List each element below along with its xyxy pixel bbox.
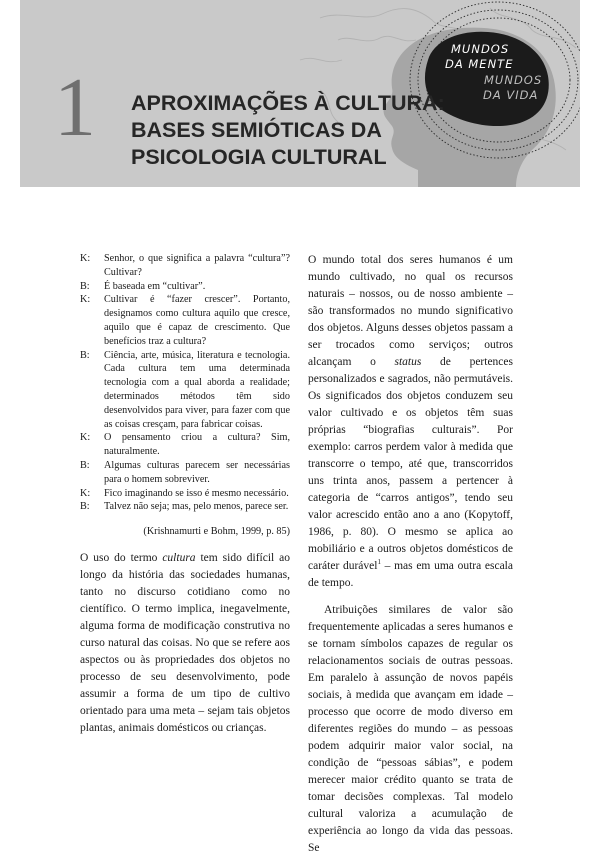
body-paragraph: Atribuições similares de valor são frequentemente aplicadas a seres humanos e se tornam símbolos capazes de regular os relacionamentos sociais de outras pessoas. Em paralelo à assunção de novos papéis sociais, à medida que avançam em idade – processo que ocorre de modo diverso em diferentes regiões do mundo – as pessoas podem adquirir maior valor social, na condição de “pessoas sábias”, e podem merecer maior crédito quanto se trata de tomar decisões complexas. Tal modelo cultural valoriza a acumulação de experiência ao longo da vida das pessoas. Se (308, 604, 513, 854)
utterance: Talvez não seja; mas, pelo menos, parece ser. (104, 501, 289, 513)
chapter-title-line: BASES SEMIÓTICAS DA (131, 118, 382, 142)
utterance: Senhor, o que significa a palavra “cultura”? Cultivar? (104, 253, 290, 278)
speaker-label: B: (80, 280, 90, 292)
chapter-title-line: PSICOLOGIA CULTURAL (131, 145, 387, 169)
badge-outer-bottom: DA VIDA (483, 88, 539, 102)
right-column (308, 252, 513, 857)
utterance: É baseada em “cultivar”. (104, 280, 206, 292)
utterance: O pensamento criou a cultura? Sim, naturalmente. (104, 432, 290, 458)
dialogue-line (80, 459, 290, 487)
badge-outer-top: MUNDOS (484, 73, 543, 87)
dialogue-line (80, 280, 290, 294)
utterance: Fico imaginando se isso é mesmo necessário. (104, 487, 289, 499)
chapter-title-line: APROXIMAÇÕES À CULTURA: (131, 91, 445, 115)
dialogue-line (80, 500, 290, 514)
body-paragraph: O uso do termo cultura tem sido difícil ao longo da história das sociedades humanas, tanto no discurso cotidiano como no científico. O termo implica, inegavelmente, alguma forma de modificação construtiva no curso natural das coisas. No que se refere aos aspectos ou às propriedades dos objetos no processo de seu desenvolvimento, pode assumir a forma de um tipo de cultivo orientado para uma meta – sejam tais objetos plantas, animais domésticos ou crianças. (80, 552, 291, 735)
dialogue-line (80, 252, 290, 280)
utterance: Algumas culturas parecem ser necessárias para o homem sobreviver. (104, 459, 290, 485)
epigraph-dialogue (80, 252, 290, 514)
badge-inner-bottom: DA MENTE (445, 57, 514, 71)
chapter-title (131, 90, 451, 171)
badge-inner-top: MUNDOS (451, 42, 510, 56)
epigraph-citation: (Krishnamurti e Bohm, 1999, p. 85) (143, 526, 290, 538)
speaker-label: K: (80, 294, 91, 306)
utterance: Ciência, arte, música, literatura e tecnologia. Cada cultura tem uma determinada tecnologia com a qual aborda a realidade; determinados métodos têm sido desenvolvidos para viver, para fazer com que as coisas cresçam, para fabricar coisas. (104, 349, 290, 430)
emphasis: status (394, 356, 422, 368)
emphasis: cultura (162, 552, 196, 565)
chapter-number: 1 (54, 61, 96, 154)
speaker-label: K: (80, 432, 91, 444)
chapter-header (20, 0, 580, 187)
dialogue-line (80, 431, 290, 459)
speaker-label: B: (80, 349, 90, 361)
footnote-marker[interactable]: 1 (377, 558, 381, 566)
utterance: Cultivar é “fazer crescer”. Portanto, designamos como cultura aquilo que cresce, aquilo que é capaz de crescimento. Que benefícios traz a cultura? (104, 294, 290, 347)
body-paragraph: O mundo total dos seres humanos é um mundo cultivado, no qual os recursos naturais – nossos, ou de nosso ambiente – são transformados no mundo significativo dos objetos. Alguns desses objetos passam a ser trocados como serviços; outros alcançam o status de pertences personalizados e sagrados, não permutáveis. Os significados dos objetos conduzem seu valor cultivado e os objetos têm suas próprias “biografias culturais”. Por exemplo: carros perdem valor à medida que transcorre o tempo, até que, transcorridos uns trinta anos, passem a pertencer à categoria de “carros antigos”, tendo seu valor acrescido então ano a ano (Kopytoff, 1986, p. 80). O mesmo se aplica ao mobiliário e a outros objetos domésticos de caráter durável$^1$ – mas em uma outra escala de tempo. (308, 254, 513, 589)
speaker-label: K: (80, 487, 91, 499)
speaker-label: B: (80, 459, 90, 471)
dialogue-line (80, 349, 290, 432)
speaker-label: K: (80, 253, 91, 264)
speaker-label: B: (80, 501, 90, 513)
dialogue-line (80, 293, 290, 348)
left-column (80, 252, 290, 737)
dialogue-line (80, 487, 290, 501)
